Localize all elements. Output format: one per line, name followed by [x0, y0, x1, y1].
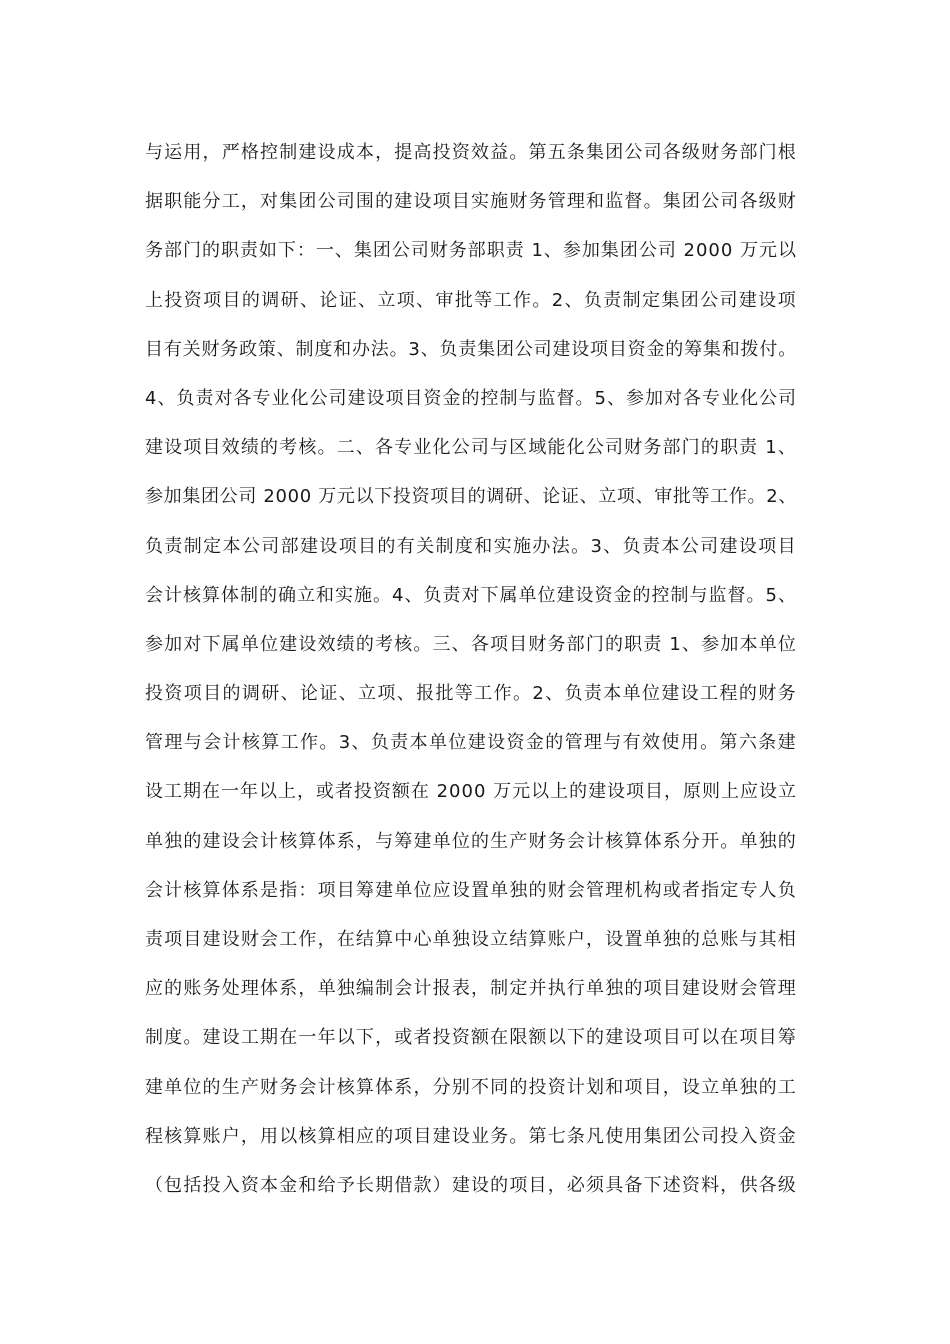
text-line: （包括投入资本金和给予长期借款）建设的项目，必须具备下述资料，供各级 — [145, 1174, 797, 1196]
text-line: 参加集团公司 2000 万元以下投资项目的调研、论证、立项、审批等工作。2、 — [145, 486, 798, 508]
text-line: 制度。建设工期在一年以下，或者投资额在限额以下的建设项目可以在项目筹 — [145, 1027, 797, 1049]
text-line: 建设项目效绩的考核。二、各专业化公司与区域能化公司财务部门的职责 1、 — [145, 437, 798, 459]
text-line: 程核算账户，用以核算相应的项目建设业务。第七条凡使用集团公司投入资金 — [145, 1125, 797, 1147]
text-line: 单独的建设会计核算体系，与筹建单位的生产财务会计核算体系分开。单独的 — [145, 830, 797, 852]
text-line: 负责制定本公司部建设项目的有关制度和实施办法。3、负责本公司建设项目 — [145, 535, 797, 557]
text-line: 务部门的职责如下：一、集团公司财务部职责 1、参加集团公司 2000 万元以 — [145, 240, 797, 262]
text-line: 目有关财务政策、制度和办法。3、负责集团公司建设项目资金的筹集和拨付。 — [145, 338, 798, 360]
text-line: 建单位的生产财务会计核算体系，分别不同的投资计划和项目，设立单独的工 — [145, 1076, 797, 1098]
text-line: 4、负责对各专业化公司建设项目资金的控制与监督。5、参加对各专业化公司 — [145, 387, 798, 409]
document-body — [145, 128, 815, 1210]
text-line: 与运用，严格控制建设成本，提高投资效益。第五条集团公司各级财务部门根 — [145, 142, 797, 163]
text-line: 上投资项目的调研、论证、立项、审批等工作。2、负责制定集团公司建设项 — [145, 289, 797, 311]
text-line: 投资项目的调研、论证、立项、报批等工作。2、负责本单位建设工程的财务 — [145, 683, 797, 705]
text-line: 据职能分工，对集团公司围的建设项目实施财务管理和监督。集团公司各级财 — [145, 191, 797, 213]
text-line: 责项目建设财会工作，在结算中心单独设立结算账户，设置单独的总账与其相 — [145, 929, 797, 950]
text-line: 应的账务处理体系，单独编制会计报表，制定并执行单独的项目建设财会管理 — [145, 978, 797, 1000]
text-line: 会计核算体系是指：项目筹建单位应设置单独的财会管理机构或者指定专人负 — [145, 879, 797, 901]
text-line: 设工期在一年以上，或者投资额在 2000 万元以上的建设项目，原则上应设立 — [145, 781, 797, 803]
text-line: 会计核算体制的确立和实施。4、负责对下属单位建设资金的控制与监督。5、 — [145, 584, 798, 606]
text-line: 参加对下属单位建设效绩的考核。三、各项目财务部门的职责 1、参加本单位 — [145, 633, 798, 655]
text-line: 管理与会计核算工作。3、负责本单位建设资金的管理与有效使用。第六条建 — [145, 732, 797, 754]
